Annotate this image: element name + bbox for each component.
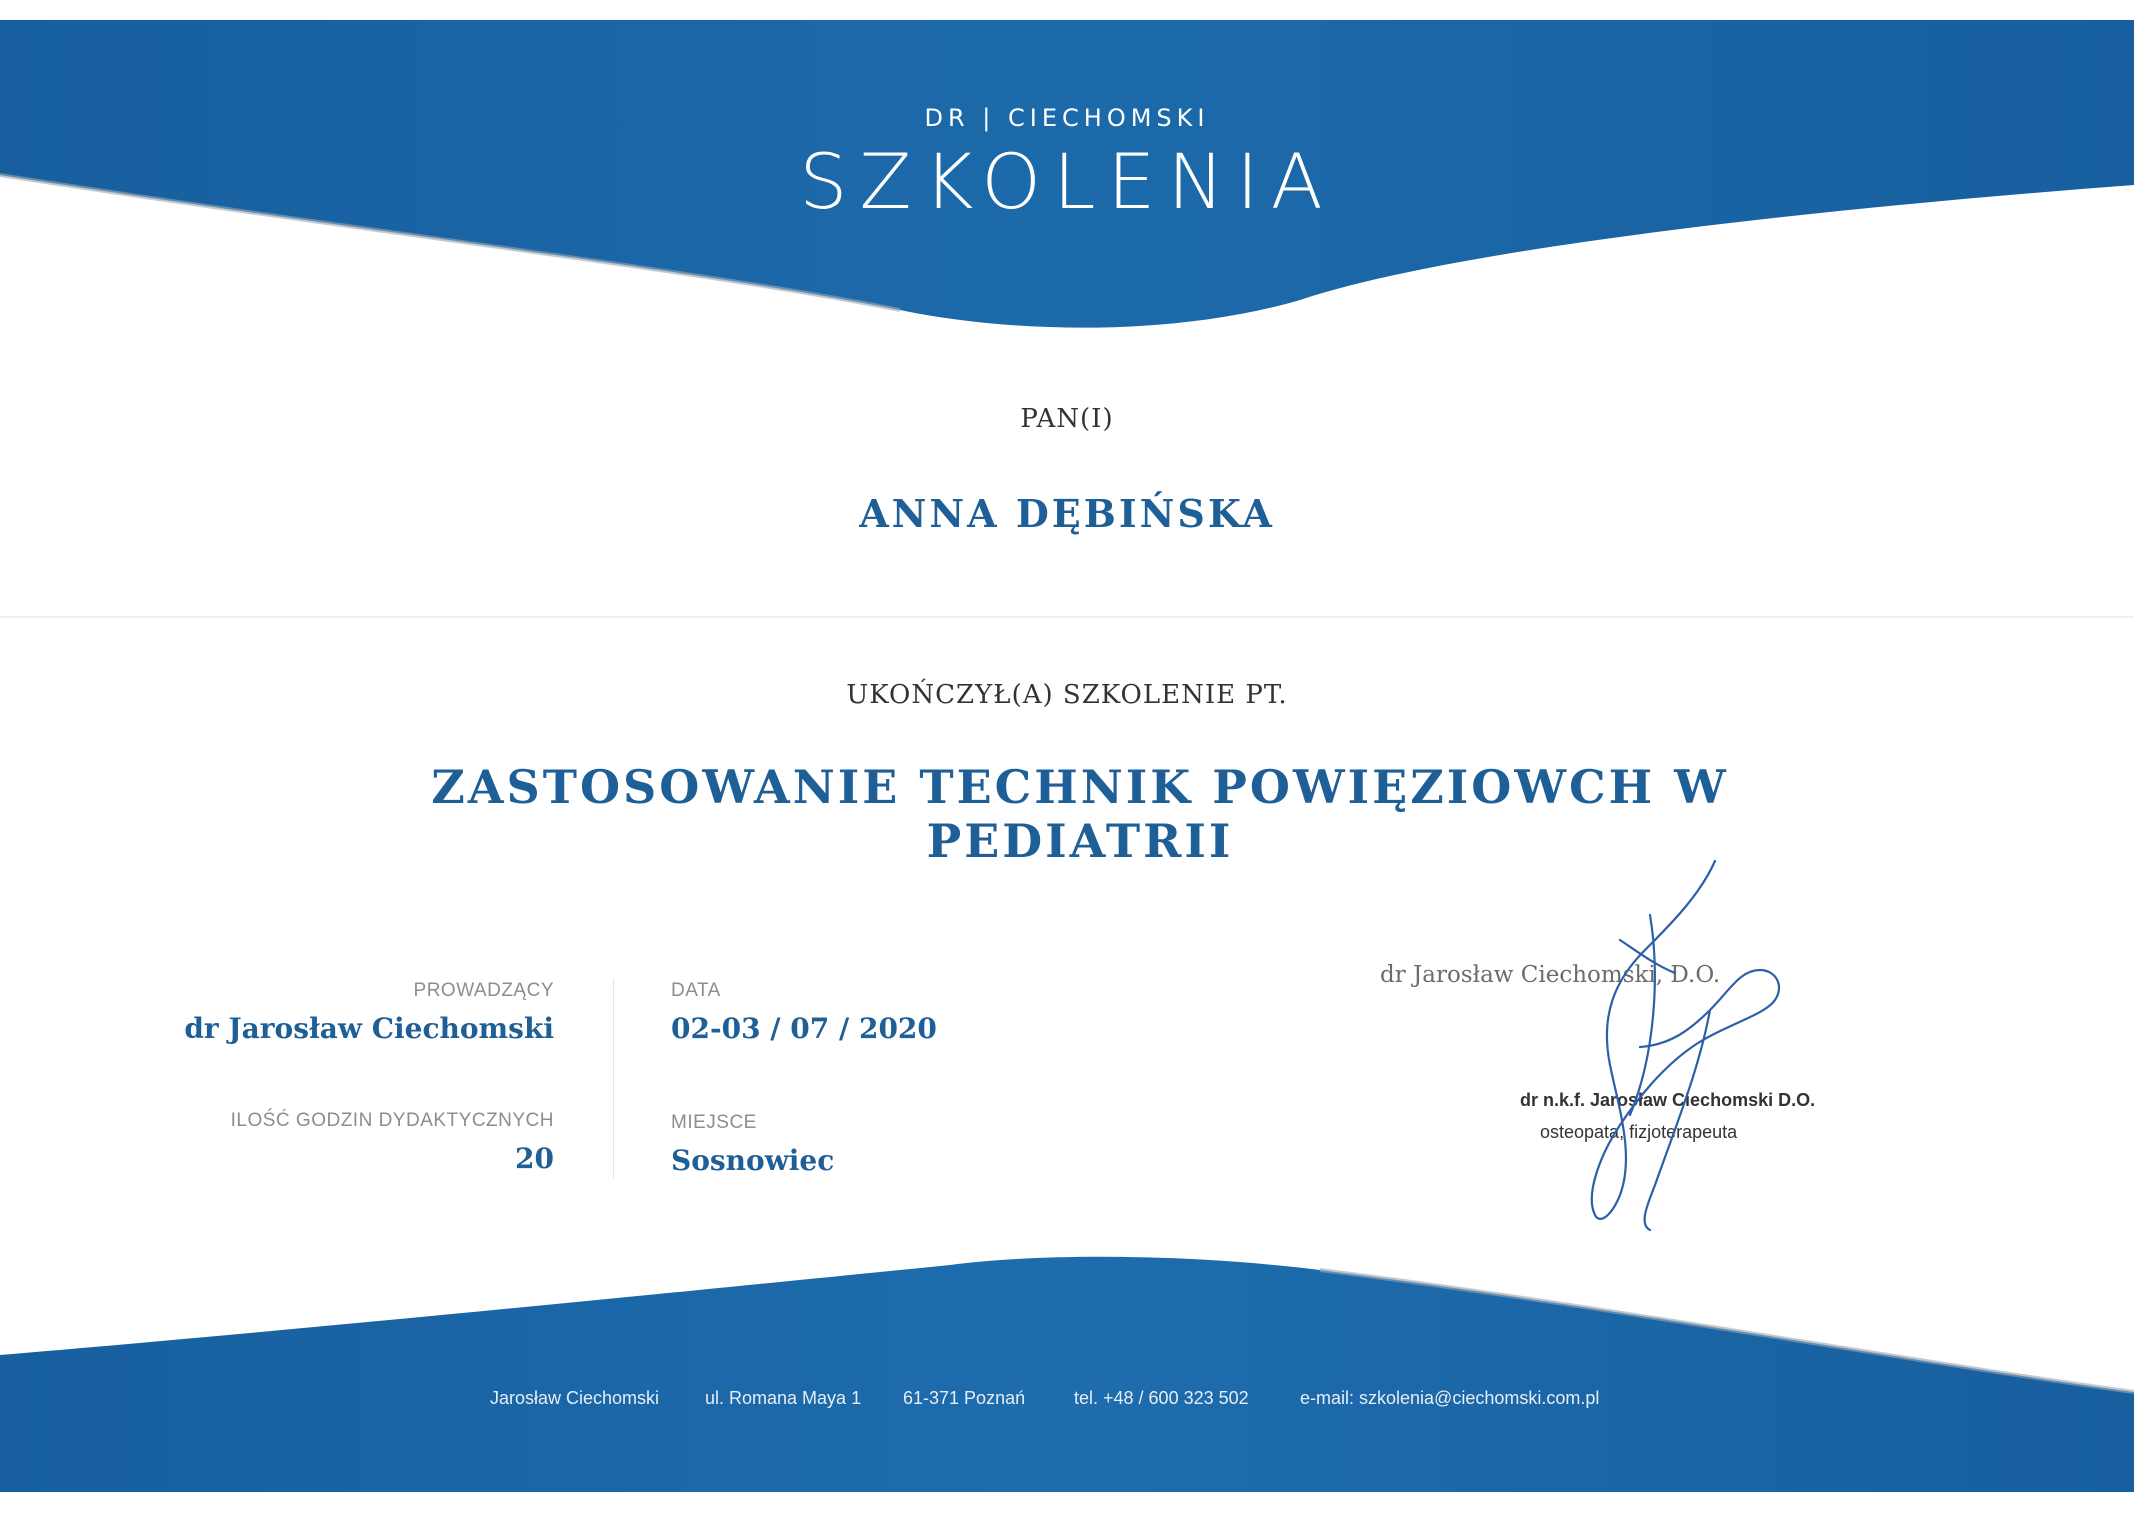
date-label: DATA [671, 980, 721, 1001]
footer-name: Jarosław Ciechomski [490, 1388, 660, 1408]
footer-phone: tel. +48 / 600 323 502 [1074, 1388, 1249, 1408]
recipient-name: ANNA DĘBIŃSKA [859, 491, 1275, 536]
instructor-value: dr Jarosław Ciechomski [184, 1012, 554, 1045]
footer-email: e-mail: szkolenia@ciechomski.com.pl [1300, 1388, 1600, 1408]
course-title: ZASTOSOWANIE TECHNIK POWIĘZIOWCH W PEDIATRII [431, 760, 1729, 868]
handwritten-signature [1560, 855, 1800, 1235]
place-label: MIEJSCE [671, 1112, 757, 1133]
date-value: 02-03 / 07 / 2020 [671, 1012, 937, 1045]
stamp-line-1: dr n.k.f. Jarosław Ciechomski D.O. [1520, 1090, 1816, 1110]
bottom-band [0, 1257, 2134, 1492]
hours-label: ILOŚĆ GODZIN DYDAKTYCZNYCH [230, 1110, 554, 1131]
details-divider [613, 978, 614, 1178]
footer-city: 61-371 Poznań [903, 1388, 1026, 1408]
completed-text: UKOŃCZYŁ(A) SZKOLENIE PT. [846, 680, 1288, 710]
brand-title: SZKOLENIA [799, 137, 1335, 226]
stamp-line-2: osteopata, fizjoterapeuta [1540, 1122, 1738, 1142]
instructor-label: PROWADZĄCY [413, 980, 554, 1001]
salutation: PAN(I) [1020, 404, 1114, 434]
hours-value: 20 [515, 1142, 554, 1175]
place-value: Sosnowiec [671, 1144, 835, 1177]
footer-street: ul. Romana Maya 1 [705, 1388, 862, 1408]
brand-small-text: DR | CIECHOMSKI [924, 104, 1210, 132]
signatory-name: dr Jarosław Ciechomski, D.O. [1380, 962, 1721, 988]
